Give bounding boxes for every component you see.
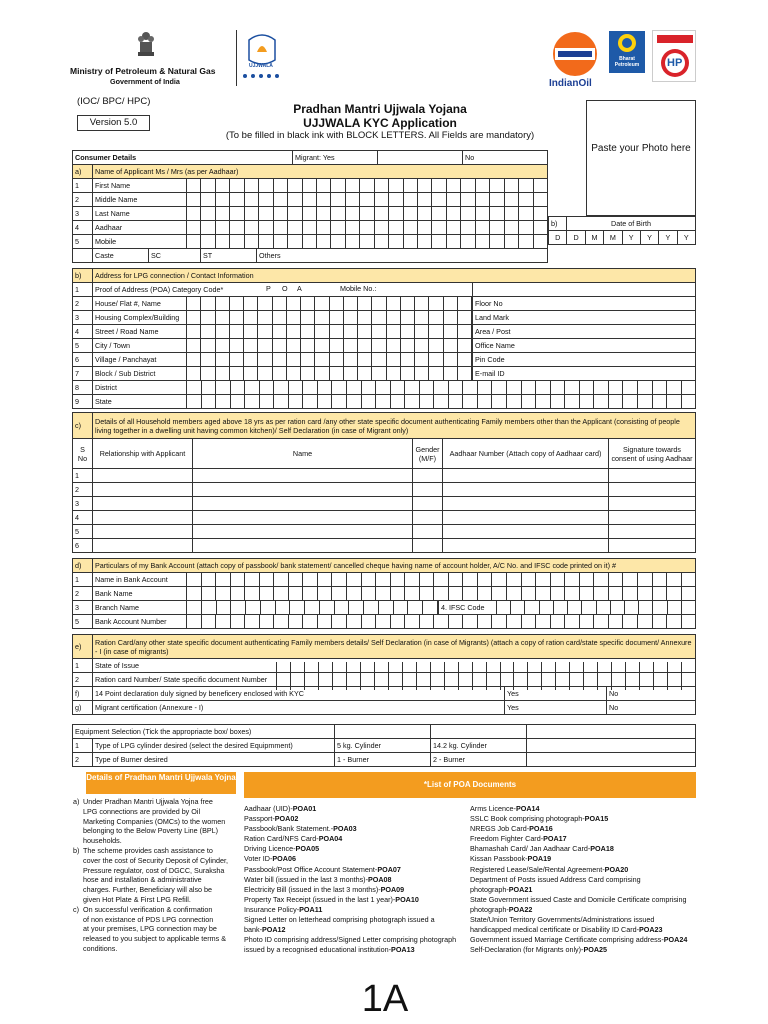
row-number: 2 <box>73 753 93 767</box>
first-name-field[interactable]: First Name <box>93 179 548 193</box>
row-number: 1 <box>73 739 93 753</box>
state-field[interactable]: State <box>93 395 696 409</box>
page-title: Pradhan Mantri Ujjwala Yojana <box>293 102 467 116</box>
member-cell[interactable] <box>413 483 443 497</box>
member-cell[interactable] <box>443 525 609 539</box>
poa-item: Aadhaar (UID)-POA01 <box>244 804 317 813</box>
pmuy-details-title: Details of Pradhan Mantri Ujjwala Yojna <box>86 772 236 794</box>
housing-complex-field[interactable]: Housing Complex/Building <box>93 311 473 325</box>
section-a-subtitle: Name of Applicant Ms / Mrs (as per Aadhaar) <box>93 165 548 179</box>
row-number: 7 <box>73 367 93 381</box>
consumer-details-title: Consumer Details <box>73 151 293 165</box>
row-number: 9 <box>73 395 93 409</box>
row-number: 1 <box>73 469 93 483</box>
caste-others-box[interactable]: Others <box>257 249 548 263</box>
member-cell[interactable] <box>609 469 696 483</box>
indianoil-logo-text: IndianOil <box>549 78 592 89</box>
ujjwala-logo-text: UJJWALA <box>249 63 273 69</box>
consumer-details-table <box>72 150 548 165</box>
poa-item: State Government issued Caste and Domicile Certificate comprising <box>470 894 687 904</box>
caste-label: Caste <box>93 249 149 263</box>
equipment-table <box>72 724 696 767</box>
poa-item: photograph-POA21 <box>470 884 533 894</box>
dob-title: Date of Birth <box>567 217 696 231</box>
poa-item: Bhamashah Card/ Jan Aadhaar Card-POA18 <box>470 844 614 854</box>
col-relationship: Relationship with Applicant <box>93 439 193 469</box>
name-char-boxes[interactable] <box>186 192 548 206</box>
ifsc-char-boxes[interactable] <box>496 600 696 614</box>
declaration-no-box[interactable]: No <box>607 687 696 701</box>
poa-code-field[interactable]: Proof of Address (POA) Category Code* <box>93 283 473 297</box>
col-gender: Gender (M/F) <box>413 439 443 469</box>
section-a-letter: a) <box>73 165 93 179</box>
migrant-label: Migrant: Yes <box>293 151 378 165</box>
row-number: 2 <box>73 587 93 601</box>
member-cell[interactable] <box>443 469 609 483</box>
member-cell[interactable] <box>413 511 443 525</box>
poa-item: Voter ID-POA06 <box>244 854 296 864</box>
burner-type-label: Type of Burner desired <box>93 753 335 767</box>
member-cell[interactable] <box>93 483 193 497</box>
member-cell[interactable] <box>193 483 413 497</box>
mobile-field[interactable]: Mobile <box>93 235 548 249</box>
member-cell[interactable] <box>193 525 413 539</box>
member-cell[interactable] <box>93 511 193 525</box>
name-char-boxes[interactable] <box>186 206 548 220</box>
poa-item: Signed Letter on letterhead comprising photograph issued a <box>244 915 435 925</box>
ration-card-number-field[interactable]: Ration card Number/ State specific document Number <box>93 673 696 687</box>
dob-cell[interactable]: M <box>604 231 622 245</box>
row-number: 1 <box>73 659 93 673</box>
village-field[interactable]: Village / Panchayat <box>93 353 473 367</box>
declaration-yes-box[interactable]: Yes <box>505 687 607 701</box>
poa-item: Insurance Policy-POA11 <box>244 904 323 914</box>
row-number: 4 <box>73 325 93 339</box>
aadhaar-char-boxes[interactable] <box>186 220 548 234</box>
bank-char-boxes[interactable] <box>186 586 696 600</box>
poa-list-right <box>470 804 687 955</box>
poa-item: Water bill (issued in the last 3 months)-POA08 <box>244 874 392 884</box>
row-number: 1 <box>73 179 93 193</box>
dob-cell[interactable]: D <box>567 231 585 245</box>
section-c-letter: c) <box>73 413 93 439</box>
ministry-name: Ministry of Petroleum & Natural Gas <box>70 66 216 76</box>
member-cell[interactable] <box>193 511 413 525</box>
row-number: 5 <box>73 339 93 353</box>
col-sno: S No <box>73 439 93 469</box>
member-cell[interactable] <box>413 539 443 553</box>
member-cell[interactable] <box>609 525 696 539</box>
section-f-letter: f) <box>73 687 93 701</box>
pmuy-item: a) Under Pradhan Mantri Ujjwala Yojna free LPG connections are provided by Oil Marketing Companies (OMCs) to the women belonging to the Below Poverty Line (BPL) households. <box>73 797 226 846</box>
dob-cell[interactable]: M <box>585 231 603 245</box>
cylinder-14kg-box[interactable]: 14.2 kg. Cylinder <box>431 739 527 753</box>
member-cell[interactable] <box>413 469 443 483</box>
name-char-boxes[interactable] <box>186 178 548 192</box>
member-cell[interactable] <box>193 539 413 553</box>
row-number: 5 <box>73 525 93 539</box>
row-number: 2 <box>73 483 93 497</box>
pmuy-details-list <box>73 797 243 954</box>
migrant-no-box[interactable]: No <box>463 151 548 165</box>
member-cell[interactable] <box>443 483 609 497</box>
poa-item: bank-POA12 <box>244 925 286 935</box>
caste-table <box>72 248 548 263</box>
poa-item: State/Union Territory Governments/Administrations issued <box>470 915 655 925</box>
caste-sc-box[interactable]: SC <box>149 249 201 263</box>
row-number: 3 <box>73 207 93 221</box>
cylinder-5kg-box[interactable]: 5 kg. Cylinder <box>335 739 431 753</box>
block-field[interactable]: Block / Sub District <box>93 367 473 381</box>
section-c-title: Details of all Household members aged above 18 yrs as per ration card /any other state specific document authenticating Family members other than the Applicant (consisting of people living together in a dwelling unit having common kitchen)/ Self Declaration (in case of Migrant only) <box>93 413 696 439</box>
form-title: UJJWALA KYC Application <box>303 116 457 130</box>
row-number: 6 <box>73 539 93 553</box>
migrant-cert-label: Migrant certification (Annexure - I) <box>93 701 505 715</box>
address-char-boxes[interactable] <box>186 324 472 338</box>
poa-item: Arms Licence-POA14 <box>470 804 540 813</box>
section-e-title: Ration Card/any other state specific document authenticating Family members details/ Self Declaration (in case of Migrants) (attach a copy of ration card/state specific document/ Annexure - I (in case of migrants) <box>93 635 696 659</box>
row-number: 1 <box>73 283 93 297</box>
address-char-boxes[interactable] <box>186 380 696 394</box>
poa-item: Electricity Bill (issued in the last 3 months)-POA09 <box>244 884 405 894</box>
poa-item: Department of Posts issued Address Card comprising <box>470 874 641 884</box>
district-field[interactable]: District <box>93 381 696 395</box>
row-number: 2 <box>73 193 93 207</box>
member-cell[interactable] <box>93 469 193 483</box>
state-of-issue-field[interactable]: State of Issue <box>93 659 696 673</box>
poa-item: Self-Declaration (for Migrants only)-POA25 <box>470 945 608 955</box>
email-field[interactable]: E-mail ID <box>473 367 696 381</box>
member-cell[interactable] <box>93 539 193 553</box>
address-char-boxes[interactable] <box>186 310 472 324</box>
poa-item: Government issued Marriage Certificate comprising address-POA24 <box>470 935 688 945</box>
section-d-letter: d) <box>73 559 93 573</box>
cylinder-type-label: Type of LPG cylinder desired (select the desired Equipmment) <box>93 739 335 753</box>
poa-item: SSLC Book comprising photograph-POA15 <box>470 814 609 824</box>
poa-item: Registered Lease/Sale/Rental Agreement-POA20 <box>470 864 629 874</box>
dob-cell[interactable]: Y <box>677 231 695 245</box>
dob-table <box>548 216 696 231</box>
equipment-title: Equipment Selection (Tick the appropriacte box/ boxes) <box>73 725 335 739</box>
member-cell[interactable] <box>443 497 609 511</box>
government-name: Government of India <box>110 77 180 86</box>
burner-2-box[interactable]: 2 - Burner <box>431 753 527 767</box>
row-number: 3 <box>73 497 93 511</box>
address-char-boxes[interactable] <box>186 352 472 366</box>
row-number: 4 <box>73 221 93 235</box>
row-number: 3 <box>73 311 93 325</box>
section-b-letter: b) <box>73 269 93 283</box>
form-instructions: (To be filled in black ink with BLOCK LETTERS. All Fields are mandatory) <box>225 130 535 141</box>
floor-no-field[interactable]: Floor No <box>473 297 696 311</box>
section-d-title: Particulars of my Bank Account (attach copy of passbook/ bank statement/ cancelled cheque having name of account holder, A/C No. and IFSC code printed on it) # <box>93 559 696 573</box>
hp-logo <box>652 30 696 82</box>
poa-list-left <box>244 804 456 955</box>
land-mark-field[interactable]: Land Mark <box>473 311 696 325</box>
dob-cell[interactable]: Y <box>622 231 640 245</box>
poa-letter-a: A <box>297 284 302 293</box>
poa-item: Driving Licence-POA05 <box>244 844 320 854</box>
col-name: Name <box>193 439 413 469</box>
poa-item: Passbook/Post Office Account Statement-POA07 <box>244 864 401 874</box>
bank-account-name-field[interactable]: Name in Bank Account <box>93 573 696 587</box>
member-cell[interactable] <box>413 525 443 539</box>
member-cell[interactable] <box>443 539 609 553</box>
col-signature: Signature towards consent of using Aadhaar <box>609 439 696 469</box>
caste-st-box[interactable]: ST <box>201 249 257 263</box>
section-g-letter: g) <box>73 701 93 715</box>
dob-cell[interactable]: Y <box>640 231 658 245</box>
member-cell[interactable] <box>413 497 443 511</box>
pmuy-item: b) The scheme provides cash assistance to cover the cost of Security Deposit of Cylinder, Pressure regulator, cost of DGCC, Suraksha hose and installation & administrative charges. Further, Beneficiary will also be given Hot Plate & First LPG Refill. <box>73 845 229 904</box>
companies-label: (IOC/ BPC/ HPC) <box>77 96 151 107</box>
bank-char-boxes[interactable] <box>186 600 438 614</box>
pin-code-field[interactable]: Pin Code <box>473 353 696 367</box>
address-char-boxes[interactable] <box>186 338 472 352</box>
mobile-no-field[interactable] <box>473 283 696 297</box>
street-field[interactable]: Street / Road Name <box>93 325 473 339</box>
middle-name-field[interactable]: Middle Name <box>93 193 548 207</box>
member-cell[interactable] <box>609 511 696 525</box>
row-number: 6 <box>73 353 93 367</box>
bank-char-boxes[interactable] <box>186 572 696 586</box>
member-cell[interactable] <box>193 497 413 511</box>
row-number: 2 <box>73 297 93 311</box>
poa-item: Passport-POA02 <box>244 814 299 824</box>
dob-cell[interactable]: Y <box>659 231 677 245</box>
house-field[interactable]: House/ Flat #, Name <box>93 297 473 311</box>
mobile-no-label: Mobile No.: <box>340 284 377 293</box>
member-cell[interactable] <box>193 469 413 483</box>
row-number: 5 <box>73 235 93 249</box>
bpcl-logo-text: Bharat Petroleum <box>614 56 640 68</box>
mobile-char-boxes[interactable] <box>186 234 548 248</box>
bpcl-logo <box>608 30 646 90</box>
migrant-yes-box[interactable] <box>378 151 463 165</box>
aadhaar-field[interactable]: Aadhaar <box>93 221 548 235</box>
household-members-table <box>72 412 696 553</box>
page-number: 1A <box>361 978 409 1020</box>
dob-letter: b) <box>549 217 567 231</box>
version-box: Version 5.0 <box>77 115 150 131</box>
photo-label: Paste your Photo here <box>591 143 691 154</box>
photo-box[interactable] <box>586 100 696 216</box>
row-number: 4 <box>73 511 93 525</box>
ration-char-boxes[interactable] <box>276 662 696 676</box>
poa-item: Kissan Passbook-POA19 <box>470 854 552 864</box>
poa-item: Photo ID comprising address/Signed Letter comprising photograph <box>244 935 457 945</box>
poa-item: Passbook/Bank Statement.-POA03 <box>244 824 357 834</box>
bank-account-number-field[interactable]: Bank Account Number <box>93 615 696 629</box>
dob-cells[interactable] <box>548 230 696 245</box>
member-cell[interactable] <box>443 511 609 525</box>
section-b-title: Address for LPG connection / Contact Information <box>93 269 696 283</box>
poa-letter-o: O <box>282 284 288 293</box>
poa-item: Freedom Fighter Card-POA17 <box>470 834 567 844</box>
row-number: 5 <box>73 615 93 629</box>
address-char-boxes[interactable] <box>186 394 696 408</box>
poa-item: Property Tax Receipt (issued in the last 1 year)-POA10 <box>244 894 419 904</box>
row-number: 8 <box>73 381 93 395</box>
ifsc-field[interactable]: 4. IFSC Code <box>439 601 696 615</box>
poa-item: Ration Card/NFS Card-POA04 <box>244 834 343 844</box>
city-field[interactable]: City / Town <box>93 339 473 353</box>
hp-logo-text: HP <box>667 57 683 69</box>
dob-cell[interactable]: D <box>549 231 567 245</box>
poa-list-title: *List of POA Documents <box>244 772 696 798</box>
section-e-letter: e) <box>73 635 93 659</box>
member-cell[interactable] <box>93 525 193 539</box>
member-cell[interactable] <box>609 539 696 553</box>
poa-item: NREGS Job Card-POA16 <box>470 824 553 834</box>
burner-1-box[interactable]: 1 - Burner <box>335 753 431 767</box>
last-name-field[interactable]: Last Name <box>93 207 548 221</box>
bank-char-boxes[interactable] <box>186 614 696 628</box>
poa-item: issued by a recognised educational institution-POA13 <box>244 945 415 955</box>
row-number: 1 <box>73 573 93 587</box>
row-number: 2 <box>73 673 93 687</box>
member-cell[interactable] <box>609 497 696 511</box>
declaration-label: 14 Point declaration duly signed by beneficery enclosed with KYC <box>93 687 505 701</box>
row-number: 3 <box>73 601 93 615</box>
indianoil-logo <box>549 30 601 90</box>
bank-name-field[interactable]: Bank Name <box>93 587 696 601</box>
migrant-cert-yes-box[interactable]: Yes <box>505 701 607 715</box>
poa-letter-p: P <box>266 284 271 293</box>
ujjwala-logo <box>236 30 286 86</box>
poa-item: photograph-POA22 <box>470 904 533 914</box>
emblem-icon <box>136 30 156 60</box>
branch-name-field[interactable]: Branch Name <box>93 601 439 615</box>
member-cell[interactable] <box>609 483 696 497</box>
office-name-field[interactable]: Office Name <box>473 339 696 353</box>
pmuy-item: c) On successful verification & confirmation of non existance of PDS LPG connection at your premises, LPG connection may be released to you subject to applicable terms & conditions. <box>73 904 227 953</box>
address-char-boxes[interactable] <box>186 366 472 380</box>
migrant-cert-no-box[interactable]: No <box>607 701 696 715</box>
poa-item: handicapped medical certificate or Disability ID Card-POA23 <box>470 925 663 935</box>
col-aadhaar: Aadhaar Number (Attach copy of Aadhaar card) <box>443 439 609 469</box>
member-cell[interactable] <box>93 497 193 511</box>
area-post-field[interactable]: Area / Post <box>473 325 696 339</box>
address-char-boxes[interactable] <box>186 296 472 310</box>
ration-char-boxes[interactable] <box>276 676 696 690</box>
